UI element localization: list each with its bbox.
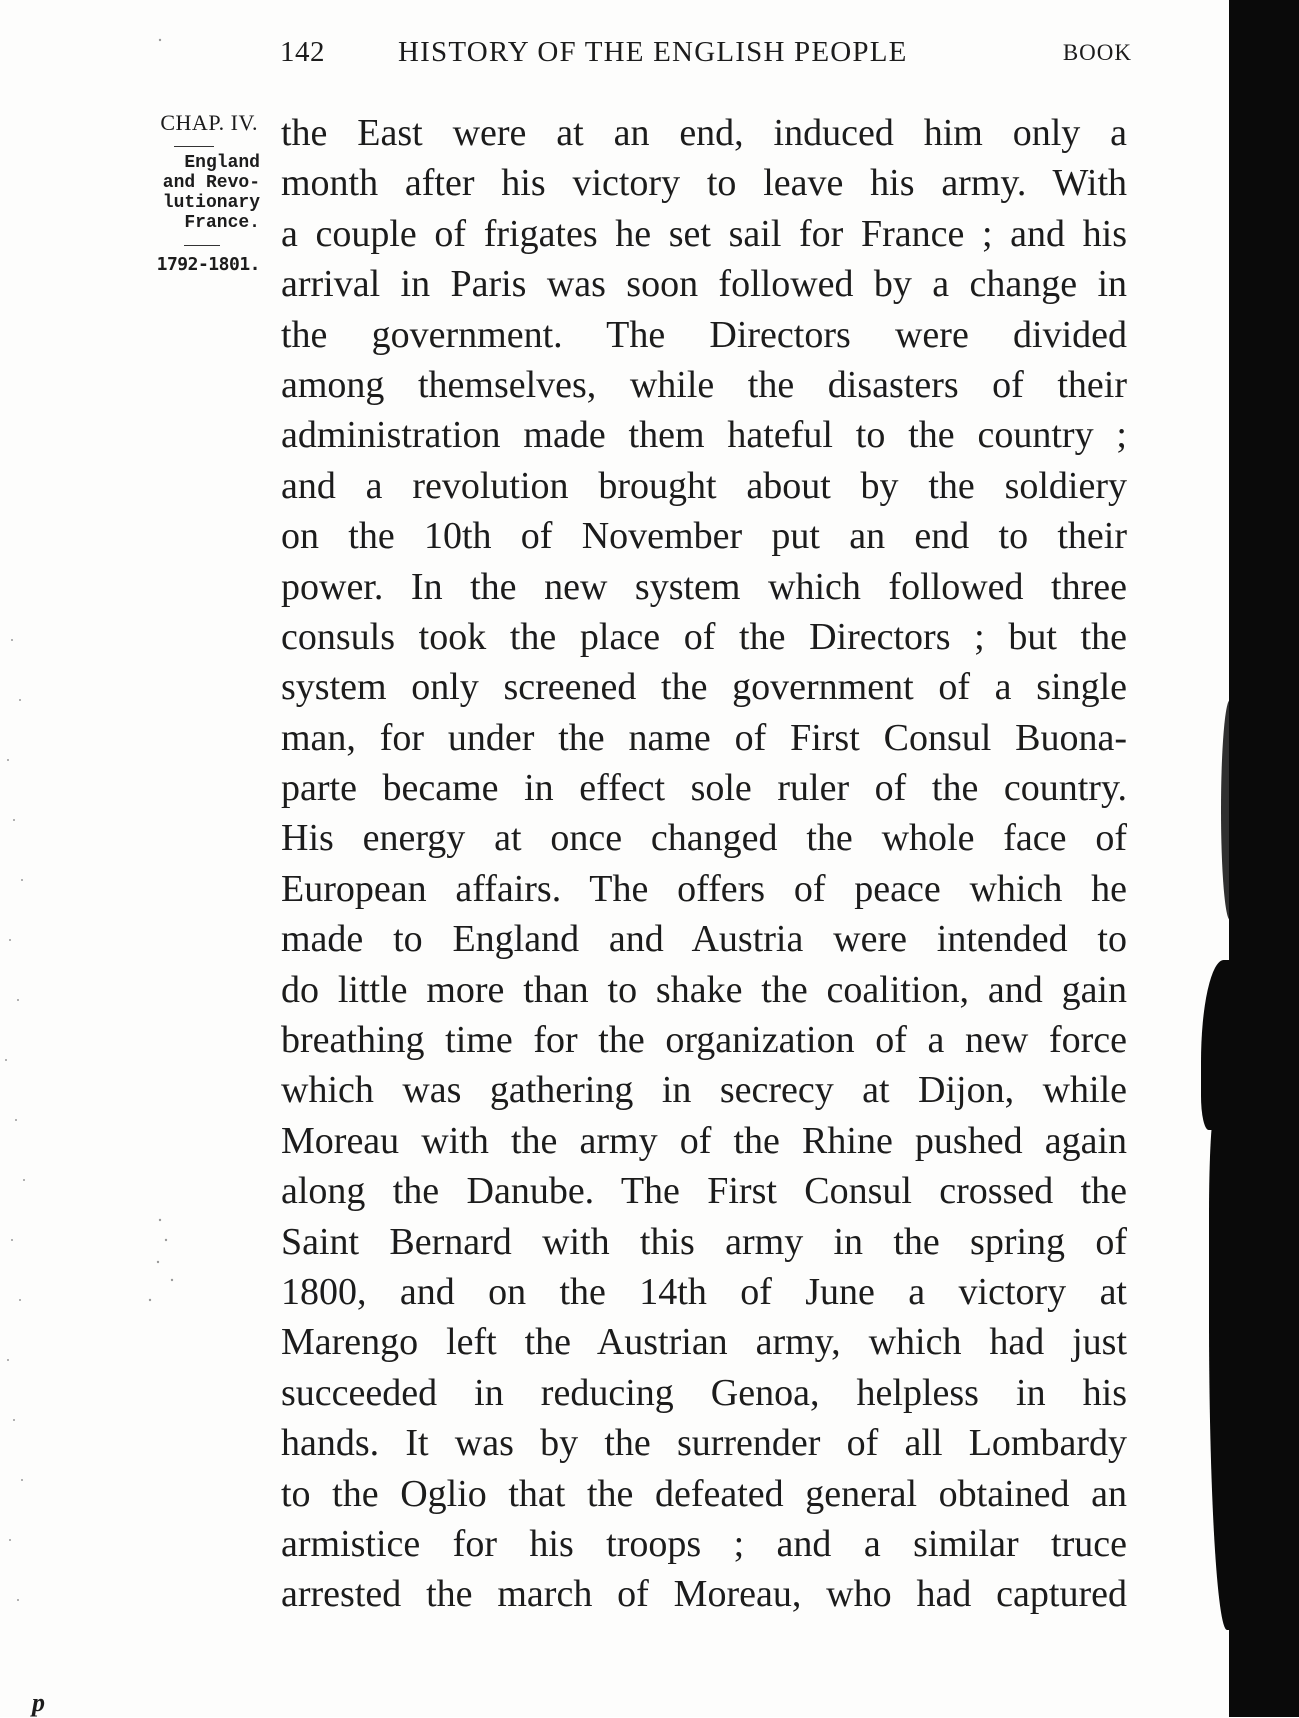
book-title: HISTORY OF THE ENGLISH PEOPLE (398, 36, 908, 68)
page-number: 142 (280, 36, 325, 68)
text-line: which was gathering in secrecy at Dijon, while (281, 1069, 1127, 1112)
text-line: system only screened the government of a single (281, 666, 1127, 709)
chapter-label: CHAP. IV. (160, 110, 258, 135)
text-line: to the Oglio that the defeated general obtained an (281, 1472, 1127, 1515)
text-line: hands. It was by the surrender of all Lombardy (281, 1422, 1127, 1465)
text-line: arrival in Paris was soon followed by a change in (281, 263, 1127, 306)
sidenote-rule (174, 146, 214, 147)
margin-sidenote (128, 110, 260, 275)
text-line: succeeded in reducing Genoa, helpless in his (281, 1371, 1127, 1414)
text-line: Saint Bernard with this army in the spring of (281, 1220, 1127, 1263)
text-line: European affairs. The offers of peace which he (281, 867, 1127, 910)
scan-edge-shadow (1209, 1110, 1239, 1630)
text-line: parte became in effect sole ruler of the country. (281, 767, 1127, 810)
scan-edge-shadow (1229, 80, 1239, 340)
text-line: among themselves, while the disasters of their (281, 363, 1127, 406)
text-line: a couple of frigates he set sail for France ; and his (281, 212, 1127, 255)
book-label: BOOK (1062, 40, 1132, 65)
scan-edge-shadow (1221, 700, 1239, 920)
text-line: His energy at once changed the whole face of (281, 817, 1127, 860)
text-line: the government. The Directors were divided (281, 313, 1127, 356)
text-line: power. In the new system which followed three (281, 565, 1127, 608)
text-line: the East were at an end, induced him only a (281, 112, 1127, 154)
sidenote-topic (128, 153, 260, 233)
topic-line: France. (184, 213, 260, 233)
stray-ink-mark: p (32, 1688, 45, 1717)
text-line: Moreau with the army of the Rhine pushed again (281, 1119, 1127, 1162)
scan-dark-edge (1229, 0, 1299, 1717)
topic-line: and Revo- (162, 173, 260, 193)
text-line: man, for under the name of First Consul Buona- (281, 716, 1127, 759)
running-head (280, 36, 1132, 76)
topic-line: England (184, 153, 260, 173)
text-line: do little more than to shake the coalition, and gain (281, 968, 1127, 1011)
text-line: on the 10th of November put an end to their (281, 515, 1127, 558)
text-line: administration made them hateful to the country ; (281, 414, 1127, 457)
scan-edge-shadow (1201, 960, 1239, 1130)
text-line: Marengo left the Austrian army, which had just (281, 1321, 1127, 1364)
text-line: 1800, and on the 14th of June a victory at (281, 1270, 1127, 1313)
text-line: consuls took the place of the Directors ; but the (281, 615, 1127, 658)
text-line: arrested the march of Moreau, who had captured (281, 1573, 1127, 1616)
sidenote-dates: 1792-1801. (156, 254, 260, 275)
text-line: along the Danube. The First Consul crossed the (281, 1170, 1127, 1213)
body-text (281, 108, 1127, 1620)
topic-line: lutionary (162, 193, 260, 213)
sidenote-rule (184, 245, 220, 246)
text-line: breathing time for the organization of a new force (281, 1019, 1127, 1062)
text-line: month after his victory to leave his army. With (281, 162, 1127, 205)
text-line: armistice for his troops ; and a similar truce (281, 1522, 1127, 1565)
text-line: made to England and Austria were intended to (281, 918, 1127, 961)
text-line: and a revolution brought about by the soldiery (281, 464, 1127, 507)
